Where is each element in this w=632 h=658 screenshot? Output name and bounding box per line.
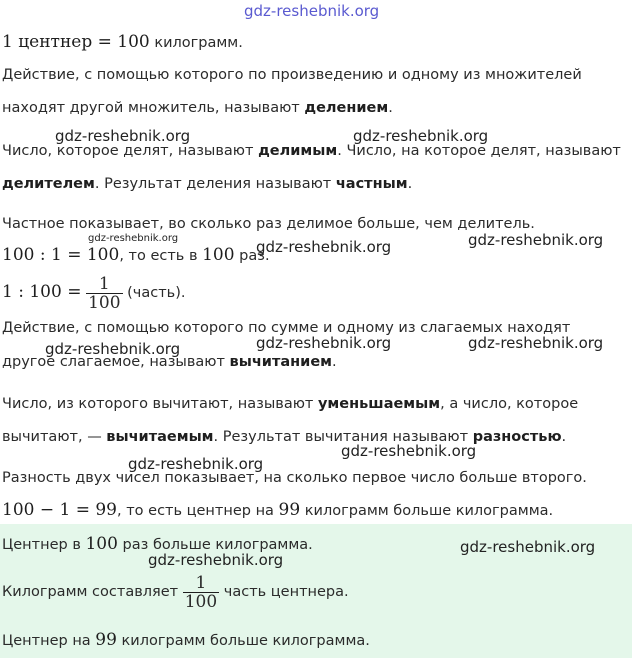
subtraction-definition-line-1: Действие, с помощью которого по сумме и одному из слагаемых находят — [2, 320, 571, 336]
quotient-meaning-line: Частное показывает, во сколько раз делимое больше, чем делитель. — [2, 216, 535, 232]
term-divisor: делителем — [2, 176, 95, 192]
minuend-line: Число, из которого вычитают, называют уменьшаемым, а число, которое — [2, 396, 579, 412]
dividend-line: Число, которое делят, называют делимым. Число, на которое делят, называют — [2, 143, 621, 159]
definition-line: 1 центнер = 100 килограмм. — [2, 32, 243, 52]
watermark: gdz-reshebnik.org — [128, 455, 264, 473]
subtrahend-line: вычитают, — вычитаемым. Результат вычитания называют разностью. — [2, 429, 567, 445]
term-division: делением — [304, 100, 389, 116]
watermark: gdz-reshebnik.org — [460, 538, 596, 556]
answer-line-3: Центнер на 99 килограмм больше килограмма. — [2, 630, 370, 650]
watermark: gdz-reshebnik.org — [353, 127, 489, 145]
divisor-line: делителем. Результат деления называют частным. — [2, 176, 413, 192]
watermark: gdz-reshebnik.org — [55, 127, 191, 145]
example-division-2: 1 : 100 = $\frac{1}{100}$ (часть). — [2, 273, 186, 313]
example-division-1: 100 : 1 = 100, то есть в 100 раз. — [2, 245, 270, 265]
answer-line-1: Центнер в 100 раз больше килограмма. — [2, 534, 313, 554]
term-subtrahend: вычитаемым — [106, 429, 214, 445]
term-subtraction: вычитанием — [229, 354, 333, 370]
watermark: gdz-reshebnik.org — [256, 238, 392, 256]
watermark-top: gdz-reshebnik.org — [244, 2, 380, 20]
watermark: gdz-reshebnik.org — [45, 340, 181, 358]
answer-line-2: Килограмм составляет $\frac{1}{100}$ часть центнера. — [2, 572, 349, 612]
fraction: $\frac{1}{100}$ — [88, 273, 121, 313]
difference-meaning-line: Разность двух чисел показывает, на сколько первое число больше второго. — [2, 470, 587, 486]
term-difference: разностью — [472, 429, 562, 445]
fraction: $\frac{1}{100}$ — [184, 572, 218, 612]
watermark: gdz-reshebnik.org — [88, 233, 179, 244]
term-dividend: делимым — [258, 143, 338, 159]
watermark: gdz-reshebnik.org — [341, 442, 477, 460]
term-minuend: уменьшаемым — [317, 396, 441, 412]
subtraction-definition-line-2: другое слагаемое, называют вычитанием. — [2, 354, 337, 370]
watermark: gdz-reshebnik.org — [468, 334, 604, 352]
example-subtraction: 100 − 1 = 99, то есть центнер на 99 килограмм больше килограмма. — [2, 500, 554, 520]
watermark: gdz-reshebnik.org — [148, 551, 284, 569]
term-quotient: частным — [335, 176, 408, 192]
watermark: gdz-reshebnik.org — [468, 231, 604, 249]
division-definition-line-1: Действие, с помощью которого по произведению и одному из множителей — [2, 67, 582, 83]
division-definition-line-2: находят другой множитель, называют делением. — [2, 100, 393, 116]
watermark: gdz-reshebnik.org — [256, 334, 392, 352]
